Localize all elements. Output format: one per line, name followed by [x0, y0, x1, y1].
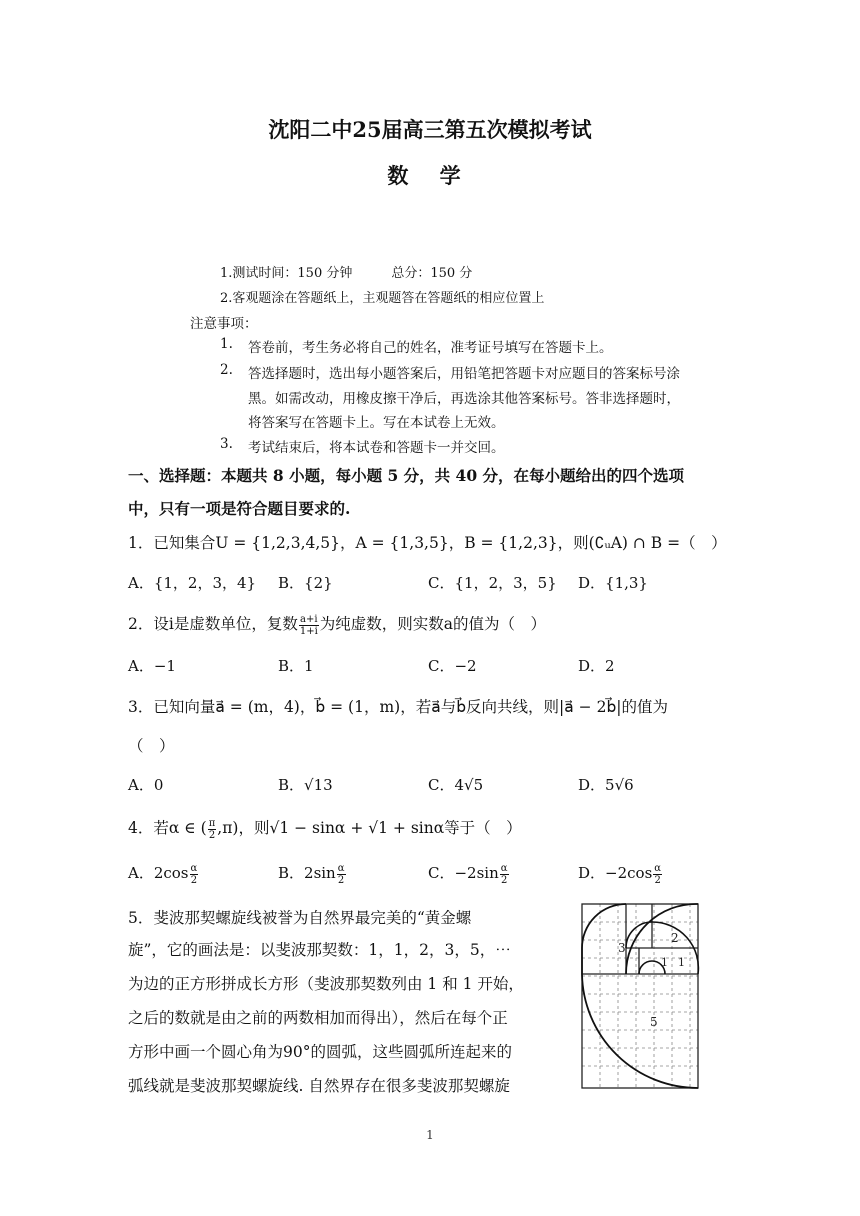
exam-info-line-1: 1.测试时间：150 分钟 总分：150 分 — [220, 266, 473, 281]
question-4-stem-mid: ,π)，则√1 − sinα + √1 + sinα等于（ ） — [217, 819, 522, 837]
question-1-option-d: D．{1,3} — [578, 574, 648, 592]
exam-info-line-2: 2.客观题涂在答题纸上，主观题答在答题纸的相应位置上 — [220, 291, 545, 306]
question-5-line-6: 弧线就是斐波那契螺旋线. 自然界存在很多斐波那契螺旋 — [128, 1077, 510, 1095]
question-3-option-c: C．4√5 — [428, 776, 484, 794]
question-5-line-5: 方形中画一个圆心角为90°的圆弧，这些圆弧所连起来的 — [128, 1043, 512, 1061]
question-3-option-b: B．√13 — [278, 776, 333, 794]
question-4-option-a-fraction — [190, 863, 199, 886]
question-4-fraction-numerator: π — [208, 817, 216, 829]
question-4-option-a-denominator: 2 — [190, 874, 198, 886]
square-label-1a: 1 — [661, 956, 668, 969]
question-4-option-b-label: B．2sin — [278, 864, 336, 882]
question-4-option-a — [128, 862, 199, 886]
square-label-2: 2 — [671, 931, 679, 945]
question-2-option-c: C．−2 — [428, 657, 477, 675]
question-2-option-d: D．2 — [578, 657, 615, 675]
question-5-line-2: 旋”，它的画法是：以斐波那契数：1，1，2，3，5，⋯ — [128, 941, 511, 959]
question-4-option-d-denominator: 2 — [654, 874, 661, 886]
question-4-option-d-numerator: α — [654, 862, 662, 874]
question-4-option-d-fraction — [653, 863, 662, 886]
question-2-stem-post: 为纯虚数，则实数a的值为（ ） — [319, 615, 547, 633]
exam-title: 沈阳二中25届高三第五次模拟考试 — [268, 117, 592, 142]
question-5-line-1: 5．斐波那契螺旋线被誉为自然界最完美的“黄金螺 — [128, 909, 472, 927]
question-3-stem: 3．已知向量a⃗ = (m，4)，b⃗ = (1，m)，若a⃗与b⃗反向共线，则|a⃗ − 2b⃗|的值为 — [128, 698, 669, 716]
note-2-line-1: 答选择题时，选出每小题答案后，用铅笔把答题卡对应题目的答案标号涂 — [248, 366, 680, 382]
question-4-option-b-denominator: 2 — [337, 874, 345, 886]
notes-heading: 注意事项： — [190, 316, 258, 332]
page-number: 1 — [426, 1128, 434, 1142]
question-3-option-d: D．5√6 — [578, 776, 634, 794]
question-1-option-b: B．{2} — [278, 574, 333, 592]
note-2-line-2: 黑。如需改动，用橡皮擦干净后，再选涂其他答案标号。答非选择题时， — [248, 391, 680, 407]
question-5-line-4: 之后的数就是由之前的两数相加而得出），然后在每个正 — [128, 1009, 508, 1027]
note-3-number: 3. — [220, 436, 233, 452]
question-2-fraction-denominator: 1+i — [299, 625, 318, 637]
square-label-5: 5 — [650, 1015, 658, 1029]
question-2-stem — [128, 612, 546, 637]
question-2-fraction — [299, 614, 319, 637]
note-1-text: 答卷前，考生务必将自己的姓名，准考证号填写在答题卡上。 — [248, 340, 613, 356]
subject-title: 数 学 — [387, 163, 473, 188]
note-3-text: 考试结束后，将本试卷和答题卡一并交回。 — [248, 440, 505, 456]
question-3-option-a: A．0 — [128, 776, 164, 794]
question-4-stem — [128, 816, 522, 841]
question-4-fraction-denominator: 2 — [208, 829, 216, 841]
fibonacci-spiral-figure — [578, 902, 702, 1092]
question-4-fraction — [208, 818, 217, 841]
question-2-stem-pre: 2．设i是虚数单位，复数 — [128, 615, 298, 633]
question-4-option-c-fraction — [500, 863, 509, 886]
question-2-option-a: A．−1 — [128, 657, 176, 675]
question-3-paren: （ ） — [128, 737, 175, 755]
question-4-option-c-numerator: α — [500, 862, 508, 874]
note-2-line-3: 将答案写在答题卡上。写在本试卷上无效。 — [248, 415, 505, 431]
question-4-option-c-denominator: 2 — [500, 874, 508, 886]
square-label-1b: 1 — [678, 956, 685, 969]
question-4-option-b-fraction — [337, 863, 346, 886]
question-4-option-c-label: C．−2sin — [428, 864, 499, 882]
question-1-option-a: A．{1，2，3，4} — [128, 574, 257, 592]
question-4-option-a-label: A．2cos — [128, 864, 189, 882]
question-4-option-d-label: D．−2cos — [578, 864, 653, 882]
question-2-fraction-numerator: a+i — [300, 613, 318, 625]
question-1-stem: 1．已知集合U = {1,2,3,4,5}，A = {1,3,5}，B = {1,2,3}，则(∁ᵤA) ∩ B =（ ） — [128, 534, 727, 552]
question-1-option-c: C．{1，2，3，5} — [428, 574, 557, 592]
question-4-option-b-numerator: α — [337, 862, 345, 874]
question-4-option-c — [428, 862, 510, 886]
question-4-option-b — [278, 862, 347, 886]
question-4-option-a-numerator: α — [190, 862, 198, 874]
note-2-number: 2. — [220, 362, 233, 378]
note-1-number: 1. — [220, 336, 233, 352]
question-4-stem-pre: 4．若α ∈ ( — [128, 819, 207, 837]
question-5-line-3: 为边的正方形拼成长方形（斐波那契数列由 1 和 1 开始， — [128, 975, 524, 993]
square-label-3: 3 — [618, 941, 626, 955]
question-4-option-d — [578, 862, 663, 886]
section-1-heading-line-2: 中，只有一项是符合题目要求的. — [128, 499, 351, 518]
question-2-option-b: B．1 — [278, 657, 314, 675]
section-1-heading-line-1: 一、选择题：本题共 8 小题，每小题 5 分，共 40 分，在每小题给出的四个选项 — [128, 466, 685, 485]
